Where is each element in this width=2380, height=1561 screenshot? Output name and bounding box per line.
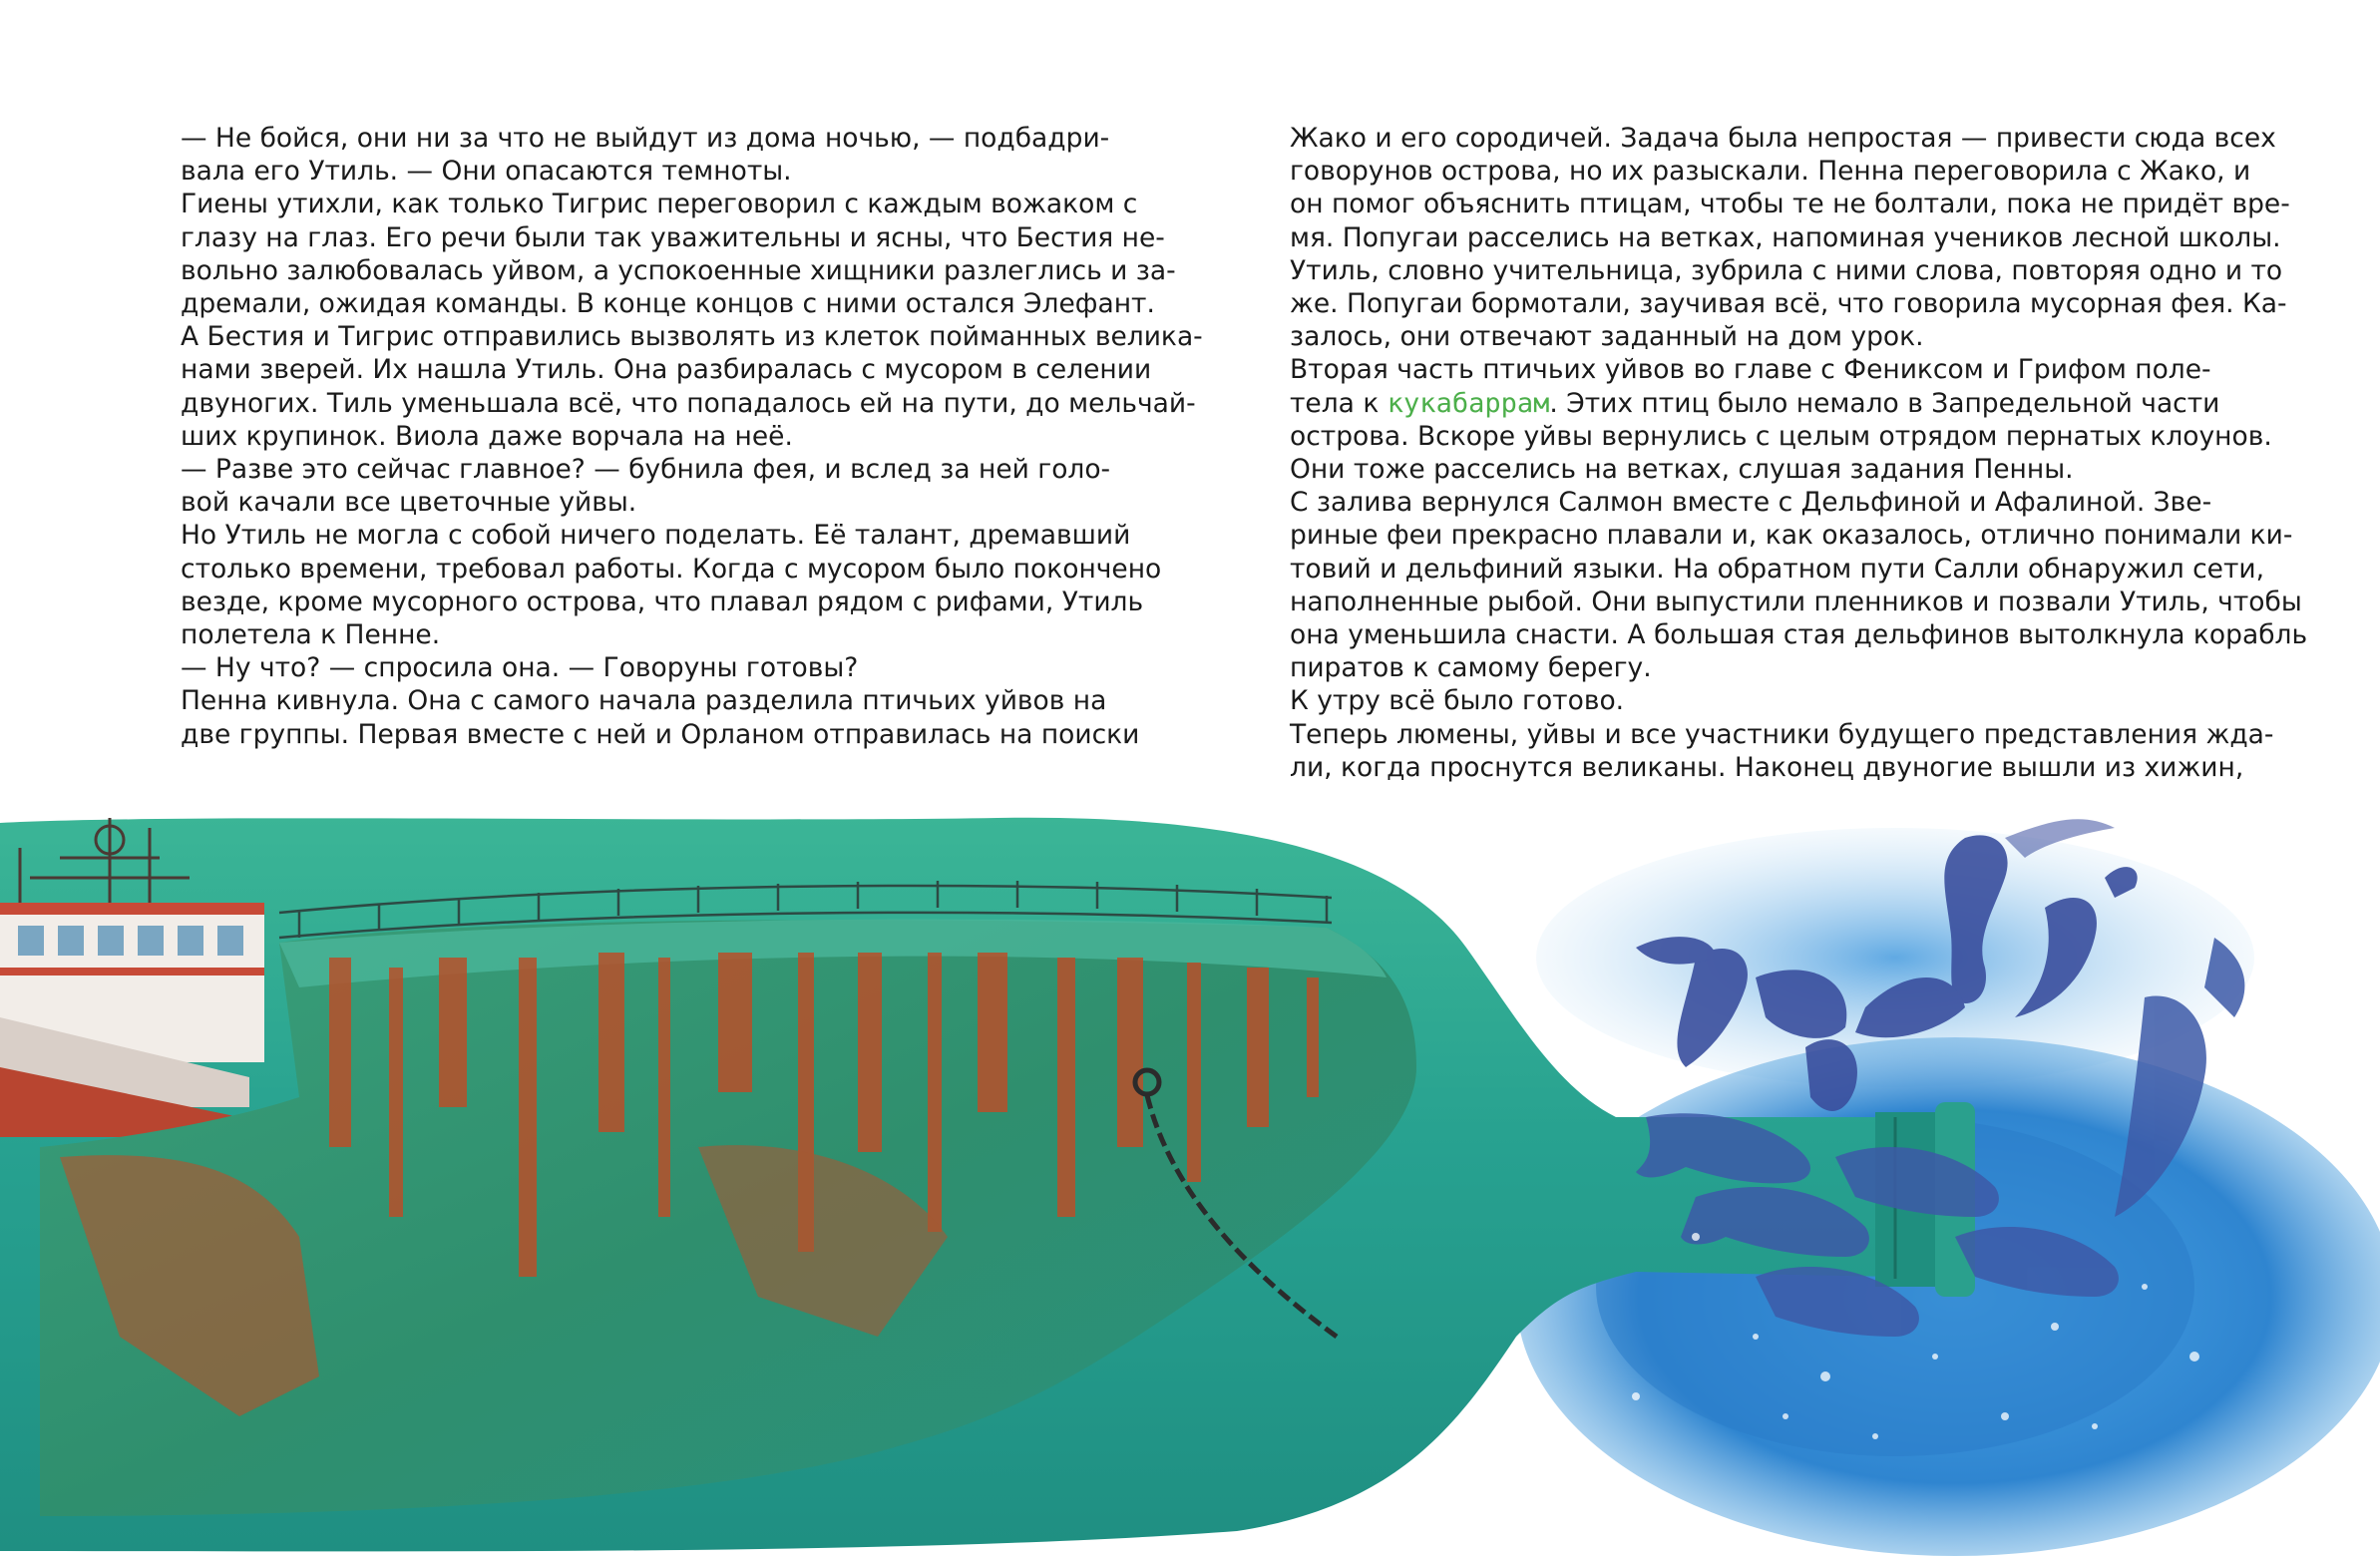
text-line: ли, когда проснутся великаны. Наконец двуногие вышли из хижин, — [1290, 751, 2244, 783]
text-line: он помог объяснить птицам, чтобы те не болтали, пока не придёт вре- — [1290, 189, 2290, 220]
right-page-text — [1290, 122, 2308, 784]
text-line: — Ну что? — спросила она. — Говоруны готовы? — [181, 652, 859, 684]
text-line: наполненные рыбой. Они выпустили пленников и позвали Утиль, чтобы — [1290, 585, 2302, 617]
text-line: Теперь люмены, уйвы и все участники будущего представления жда- — [1290, 718, 2274, 750]
bottle-ship-illustration — [0, 818, 2380, 1561]
text-line: Вторая часть птичьих уйвов во главе с Фениксом и Грифом поле- — [1290, 354, 2211, 386]
text-segment: тела к — [1290, 387, 1380, 419]
text-line: вой качали все цветочные уйвы. — [181, 487, 637, 519]
text-line: Они тоже расселись на ветках, слушая задания Пенны. — [1290, 454, 2074, 486]
highlighted-word: кукабаррам — [1387, 387, 1550, 419]
text-line: полетела к Пенне. — [181, 619, 441, 651]
text-line: залось, они отвечают заданный на дом урок. — [1290, 321, 1924, 353]
text-line: острова. Вскоре уйвы вернулись с целым отрядом пернатых клоунов. — [1290, 420, 2272, 452]
text-line: — Не бойся, они ни за что не выйдут из дома ночью, — подбадри- — [181, 123, 1110, 154]
text-line: — Разве это сейчас главное? — бубнила фея, и вслед за ней голо- — [181, 454, 1111, 486]
text-line: две группы. Первая вместе с ней и Орланом отправилась на поиски — [181, 718, 1140, 750]
text-line: дремали, ожидая команды. В конце концов с ними остался Элефант. — [181, 288, 1155, 320]
text-line: пиратов к самому берегу. — [1290, 652, 1652, 684]
text-line: вала его Утиль. — Они опасаются темноты. — [181, 156, 792, 188]
text-line: она уменьшила снасти. А большая стая дельфинов вытолкнула корабль — [1290, 619, 2308, 651]
text-line: К утру всё было готово. — [1290, 685, 1625, 717]
text-line: Жако и его сородичей. Задача была непростая — привести сюда всех — [1290, 123, 2276, 154]
text-line: везде, кроме мусорного острова, что плавал рядом с рифами, Утиль — [181, 585, 1144, 617]
text-line: риные феи прекрасно плавали и, как оказалось, отлично понимали ки- — [1290, 520, 2293, 552]
text-line: Но Утиль не могла с собой ничего поделать. Её талант, дремавший — [181, 520, 1131, 552]
text-line: глазу на глаз. Его речи были так уважительны и ясны, что Бестия не- — [181, 221, 1165, 253]
text-line: нами зверей. Их нашла Утиль. Она разбиралась с мусором в селении — [181, 354, 1152, 386]
text-line: вольно залюбовалась уйвом, а успокоенные хищники разлеглись и за- — [181, 254, 1176, 286]
ship-cabin — [0, 903, 264, 1137]
text-line: С залива вернулся Салмон вместе с Дельфиной и Афалиной. Зве- — [1290, 487, 2212, 519]
text-line: Утиль, словно учительница, зубрила с ними слова, повторяя одно и то — [1290, 254, 2283, 286]
text-line: А Бестия и Тигрис отправились вызволять из клеток пойманных велика- — [181, 321, 1203, 353]
text-line: говорунов острова, но их разыскали. Пенна переговорила с Жако, и — [1290, 156, 2251, 188]
text-line: ших крупинок. Виола даже ворчала на неё. — [181, 420, 793, 452]
text-line-with-highlight — [1290, 387, 2220, 420]
text-line: Пенна кивнула. Она с самого начала разделила птичьих уйвов на — [181, 685, 1107, 717]
text-line: же. Попугаи бормотали, заучивая всё, что говорила мусорная фея. Ка- — [1290, 288, 2287, 320]
text-segment: . Этих птиц было немало в Запредельной части — [1549, 387, 2220, 419]
text-line: двуногих. Тиль уменьшала всё, что попадалось ей на пути, до мельчай- — [181, 387, 1196, 419]
text-line: Гиены утихли, как только Тигрис переговорил с каждым вожаком с — [181, 189, 1138, 220]
text-line: столько времени, требовал работы. Когда с мусором было покончено — [181, 553, 1162, 585]
text-line: мя. Попугаи расселись на ветках, напоминая учеников лесной школы. — [1290, 221, 2281, 253]
text-line: товий и дельфиний языки. На обратном пути Салли обнаружил сети, — [1290, 553, 2265, 585]
left-page-text — [181, 122, 1203, 751]
